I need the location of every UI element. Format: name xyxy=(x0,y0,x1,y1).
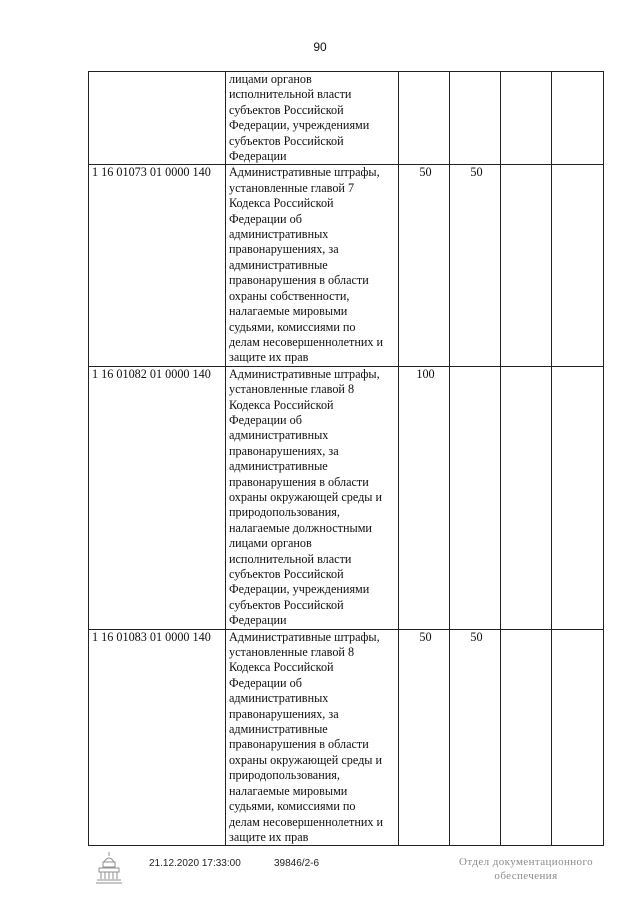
row-code: 1 16 01083 01 0000 140 xyxy=(89,629,226,846)
document-number: 39846/2-6 xyxy=(274,858,320,869)
row-value-1: 50 xyxy=(399,165,450,366)
row-code xyxy=(89,72,226,165)
row-value-1: 100 xyxy=(399,366,450,629)
row-value-3 xyxy=(501,366,552,629)
row-value-2: 50 xyxy=(450,165,501,366)
page-number: 90 xyxy=(313,40,327,54)
row-description: лицами органов исполнительной власти субъектов Российской Федерации, учреждениями субъектов Российской Федерации xyxy=(226,72,399,165)
department-line-2: обеспечения xyxy=(494,870,558,882)
table-row xyxy=(89,629,604,846)
page-footer xyxy=(0,856,640,896)
row-value-4 xyxy=(552,72,604,165)
table-row xyxy=(89,72,604,165)
row-description: Административные штрафы, установленные главой 8 Кодекса Российской Федерации об административных правонарушениях, за административные правонарушения в области охраны окружающей среды и природопользования, налагаемые должностными лицами органов исполнительной власти субъектов Российской Федерации, учреждениями субъектов Российской Федерации xyxy=(226,366,399,629)
row-description: Административные штрафы, установленные главой 8 Кодекса Российской Федерации об административных правонарушениях, за административные правонарушения в области охраны окружающей среды и природопользования, налагаемые мировыми судьями, комиссиями по делам несовершеннолетних и защите их прав xyxy=(226,629,399,846)
row-value-2 xyxy=(450,366,501,629)
row-code: 1 16 01073 01 0000 140 xyxy=(89,165,226,366)
duma-building-logo-icon xyxy=(95,850,123,886)
row-value-2 xyxy=(450,72,501,165)
row-value-4 xyxy=(552,366,604,629)
row-value-3 xyxy=(501,165,552,366)
row-value-3 xyxy=(501,72,552,165)
row-value-1: 50 xyxy=(399,629,450,846)
table-row xyxy=(89,366,604,629)
row-value-4 xyxy=(552,165,604,366)
row-value-3 xyxy=(501,629,552,846)
timestamp: 21.12.2020 17:33:00 xyxy=(149,858,241,869)
row-value-1 xyxy=(399,72,450,165)
row-code: 1 16 01082 01 0000 140 xyxy=(89,366,226,629)
table-row xyxy=(89,165,604,366)
row-description: Административные штрафы, установленные главой 7 Кодекса Российской Федерации об административных правонарушениях, за административные правонарушения в области охраны собственности, налагаемые мировыми судьями, комиссиями по делам несовершеннолетних и защите их прав xyxy=(226,165,399,366)
row-value-2: 50 xyxy=(450,629,501,846)
department-stamp xyxy=(452,855,600,883)
department-line-1: Отдел документационного xyxy=(458,856,593,868)
budget-table xyxy=(88,71,604,846)
row-value-4 xyxy=(552,629,604,846)
